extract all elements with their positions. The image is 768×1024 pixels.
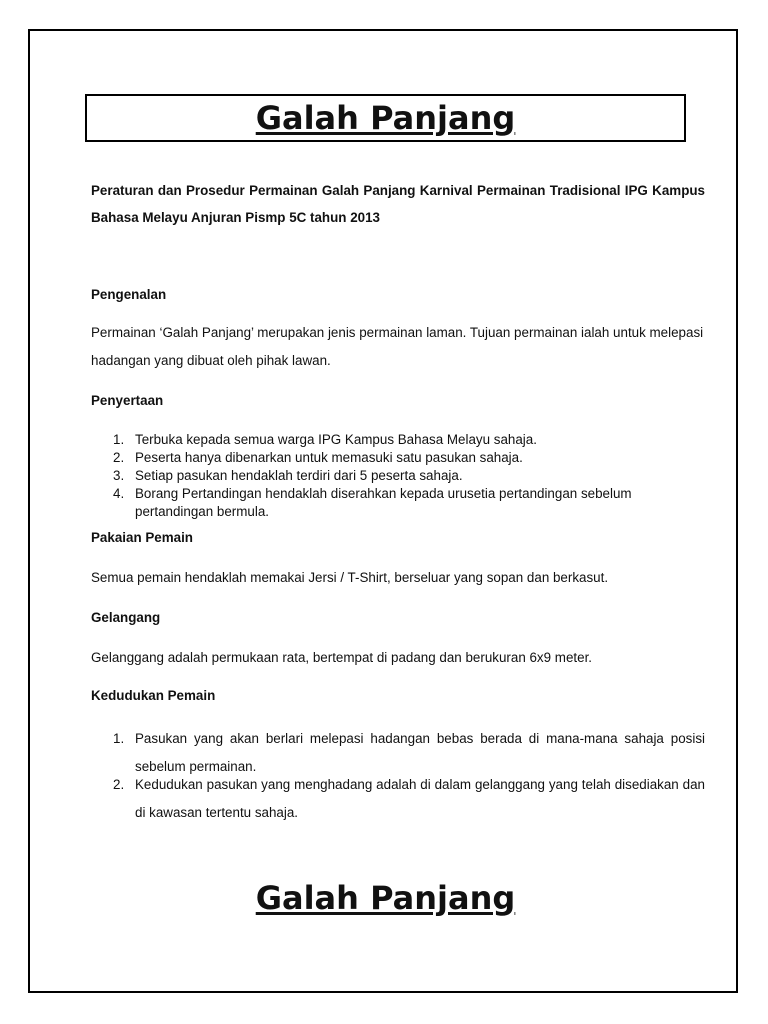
intro-paragraph: Peraturan dan Prosedur Permainan Galah Panjang Karnival Permainan Tradisional IPG Kampus Bahasa Melayu Anjuran Pismp 5C tahun 2013: [91, 183, 705, 225]
list-item-number: 2.: [113, 777, 125, 792]
list-item-text: Setiap pasukan hendaklah terdiri dari 5 peserta sahaja.: [135, 468, 463, 483]
list-item-text: Borang Pertandingan hendaklah diserahkan kepada urusetia pertandingan sebelum pertandingan bermula.: [135, 486, 632, 519]
list-penyertaan: [113, 431, 633, 521]
list-item: [113, 467, 633, 485]
list-item-text: Kedudukan pasukan yang menghadang adalah di dalam gelanggang yang telah disediakan dan di kawasan tertentu sahaja.: [135, 777, 705, 820]
heading-pengenalan: Pengenalan: [91, 287, 167, 302]
list-item: [113, 431, 633, 449]
list-item-text: Pasukan yang akan berlari melepasi hadangan bebas berada di mana-mana sahaja posisi sebelum permainan.: [135, 731, 705, 774]
paragraph-pengenalan: Permainan ‘Galah Panjang’ merupakan jenis permainan laman. Tujuan permainan ialah untuk melepasi hadangan yang dibuat oleh pihak lawan.: [91, 325, 704, 368]
heading-pakaian-pemain: Pakaian Pemain: [91, 530, 193, 545]
footer-title-wrap: [85, 876, 686, 920]
list-item-number: 1.: [113, 731, 125, 746]
list-kedudukan-pemain: [113, 725, 705, 827]
list-item-number: 3.: [113, 468, 125, 483]
document-page: [28, 29, 738, 993]
paragraph-pakaian-pemain: Semua pemain hendaklah memakai Jersi / T-Shirt, berseluar yang sopan dan berkasut.: [91, 570, 609, 585]
list-item-number: 4.: [113, 486, 125, 501]
heading-penyertaan: Penyertaan: [91, 393, 164, 408]
heading-gelangang: Gelangang: [91, 610, 161, 625]
list-item-number: 2.: [113, 450, 125, 465]
list-item-text: Terbuka kepada semua warga IPG Kampus Bahasa Melayu sahaja.: [135, 432, 537, 447]
list-item: [113, 771, 705, 827]
list-item-number: 1.: [113, 432, 125, 447]
paragraph-gelangang: Gelanggang adalah permukaan rata, bertempat di padang dan berukuran 6x9 meter.: [91, 650, 593, 665]
list-item: [113, 449, 633, 467]
document-title: Galah Panjang: [255, 99, 516, 137]
list-item: [113, 485, 633, 521]
list-item-text: Peserta hanya dibenarkan untuk memasuki satu pasukan sahaja.: [135, 450, 523, 465]
title-box: [85, 94, 686, 142]
heading-kedudukan-pemain: Kedudukan Pemain: [91, 688, 216, 703]
footer-title: Galah Panjang: [255, 879, 516, 917]
